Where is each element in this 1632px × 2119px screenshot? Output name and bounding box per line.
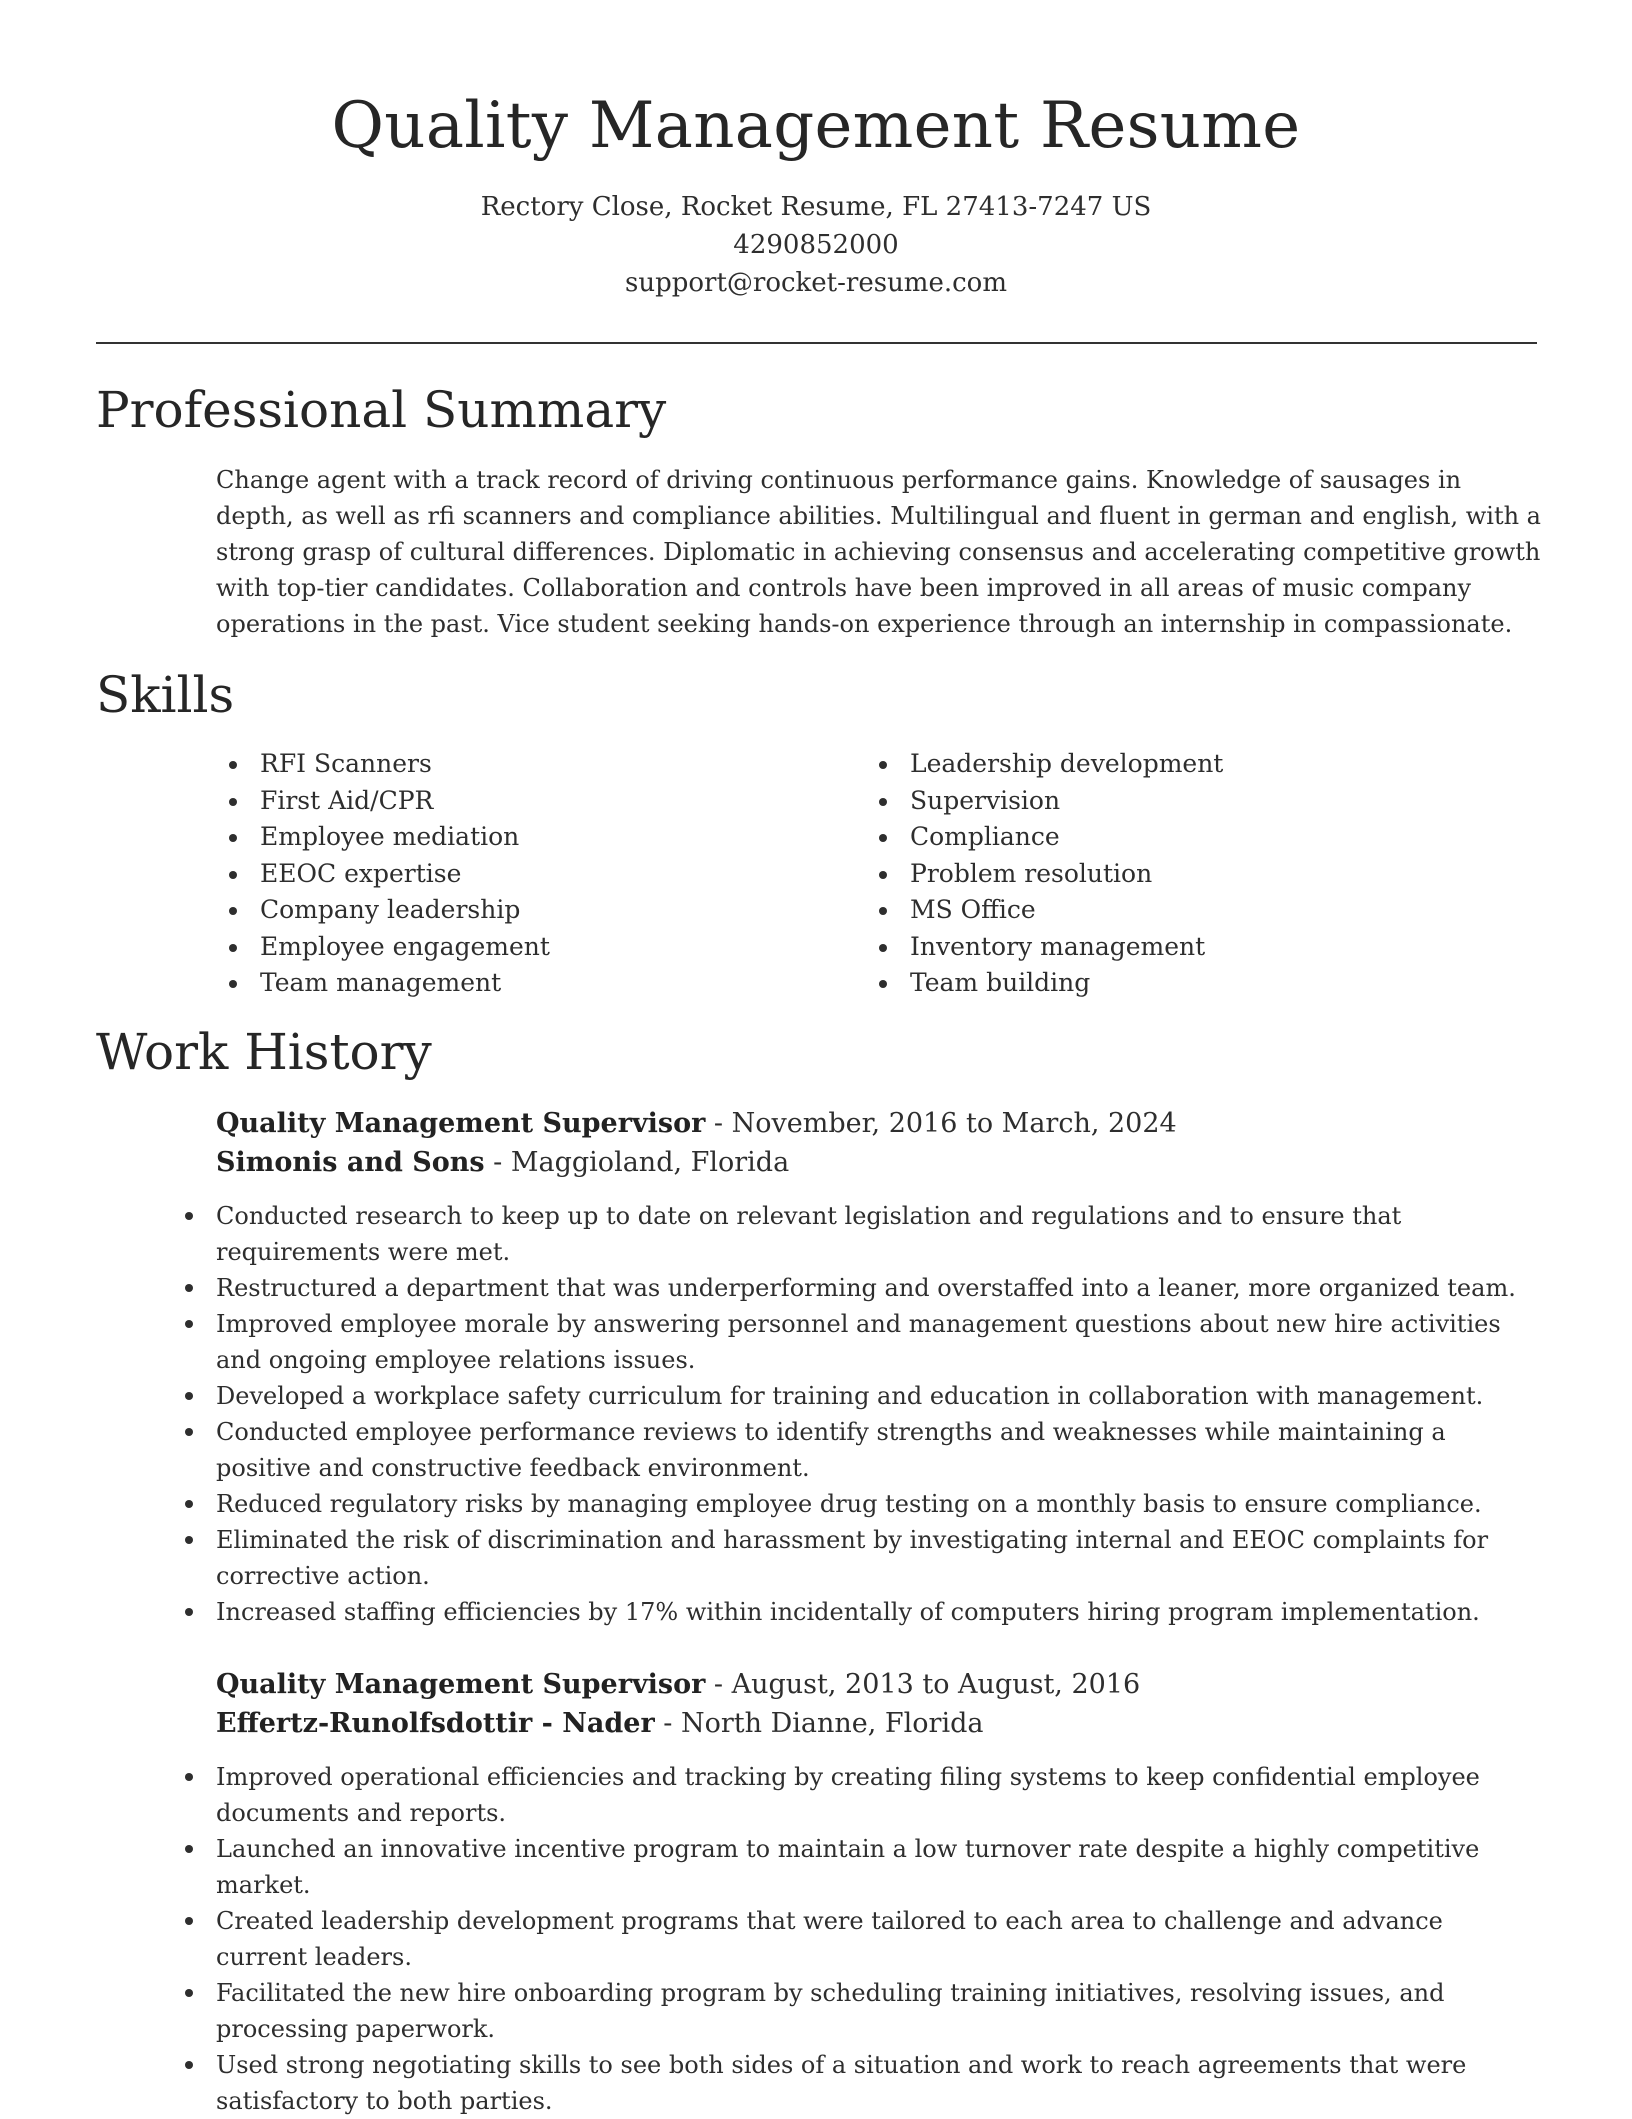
job-bullet: Conducted research to keep up to date on relevant legislation and regulations and to ensure that requirements were met. xyxy=(172,1198,1546,1270)
job-bullet: Launched an innovative incentive program to maintain a low turnover rate despite a highly competitive market. xyxy=(172,1831,1546,1903)
skills-list-right xyxy=(866,746,1516,1002)
job-bullet: Facilitated the new hire onboarding program by scheduling training initiatives, resolving issues, and processing paperwork. xyxy=(172,1975,1546,2047)
job-bullets xyxy=(172,1198,1546,1630)
job-title: Quality Management Supervisor xyxy=(216,1669,706,1700)
email: support@rocket-resume.com xyxy=(624,268,1007,298)
job-bullet: Restructured a department that was underperforming and overstaffed into a leaner, more organized team. xyxy=(172,1270,1546,1306)
skill-item: Inventory management xyxy=(866,929,1516,966)
address: Rectory Close, Rocket Resume, FL 27413-7247 US xyxy=(480,192,1152,222)
job-bullet: Increased staffing efficiencies by 17% within incidentally of computers hiring program implementation. xyxy=(172,1594,1546,1630)
job-title: Quality Management Supervisor xyxy=(216,1108,706,1139)
resume-header xyxy=(0,0,1632,302)
phone: 4290852000 xyxy=(733,230,899,260)
job-bullet: Used strong negotiating skills to see both sides of a situation and work to reach agreements that were satisfactory to both parties. xyxy=(172,2047,1546,2119)
job-location: - North Dianne, Florida xyxy=(654,1708,984,1739)
job-dates: - August, 2013 to August, 2016 xyxy=(705,1669,1141,1700)
skills-list-left xyxy=(216,746,816,1002)
job-company: Effertz-Runolfsdottir - Nader xyxy=(216,1708,655,1739)
skill-item: Employee engagement xyxy=(216,929,816,966)
job-dates: - November, 2016 to March, 2024 xyxy=(705,1108,1177,1139)
skill-item: EEOC expertise xyxy=(216,856,816,893)
job-title-line xyxy=(216,1665,1546,1704)
skill-item: Employee mediation xyxy=(216,819,816,856)
job-bullet: Reduced regulatory risks by managing employee drug testing on a monthly basis to ensure compliance. xyxy=(172,1486,1546,1522)
job-bullet: Improved operational efficiencies and tracking by creating filing systems to keep confidential employee documents and reports. xyxy=(172,1759,1546,1831)
job-bullets xyxy=(172,1759,1546,2119)
job-bullet: Developed a workplace safety curriculum for training and education in collaboration with management. xyxy=(172,1378,1546,1414)
job-entry xyxy=(216,1665,1546,2119)
skill-item: Team building xyxy=(866,965,1516,1002)
skill-item: First Aid/CPR xyxy=(216,783,816,820)
skill-item: Company leadership xyxy=(216,892,816,929)
summary-text: Change agent with a track record of driving continuous performance gains. Knowledge of sausages in depth, as well as rfi scanners and compliance abilities. Multilingual and fluent in german and english, with a strong grasp of cultural differences. Diplomatic in achieving consensus and accelerating competitive growth with top-tier candidates. Collaboration and controls have been improved in all areas of music company operations in the past. Vice student seeking hands-on experience through an internship in compassionate. xyxy=(216,466,1541,638)
section-title-summary: Professional Summary xyxy=(96,381,667,439)
job-company-line xyxy=(216,1704,1546,1743)
job-bullet: Eliminated the risk of discrimination and harassment by investigating internal and EEOC complaints for corrective action. xyxy=(172,1522,1546,1594)
skill-item: MS Office xyxy=(866,892,1516,929)
job-location: - Maggioland, Florida xyxy=(484,1147,790,1178)
skill-item: Supervision xyxy=(866,783,1516,820)
job-company-line xyxy=(216,1143,1546,1182)
resume-title: Quality Management Resume xyxy=(331,89,1301,163)
header-divider xyxy=(96,342,1537,344)
section-title-skills: Skills xyxy=(96,666,235,724)
job-entry xyxy=(216,1104,1546,1630)
contact-info xyxy=(0,188,1632,302)
skill-item: Leadership development xyxy=(866,746,1516,783)
skill-item: Compliance xyxy=(866,819,1516,856)
skill-item: Problem resolution xyxy=(866,856,1516,893)
section-title-work-history: Work History xyxy=(96,1023,432,1081)
skill-item: RFI Scanners xyxy=(216,746,816,783)
job-bullet: Conducted employee performance reviews to identify strengths and weaknesses while maintaining a positive and constructive feedback environment. xyxy=(172,1414,1546,1486)
skill-item: Team management xyxy=(216,965,816,1002)
job-company: Simonis and Sons xyxy=(216,1147,485,1178)
job-bullet: Created leadership development programs that were tailored to each area to challenge and advance current leaders. xyxy=(172,1903,1546,1975)
job-bullet: Improved employee morale by answering personnel and management questions about new hire activities and ongoing employee relations issues. xyxy=(172,1306,1546,1378)
job-title-line xyxy=(216,1104,1546,1143)
